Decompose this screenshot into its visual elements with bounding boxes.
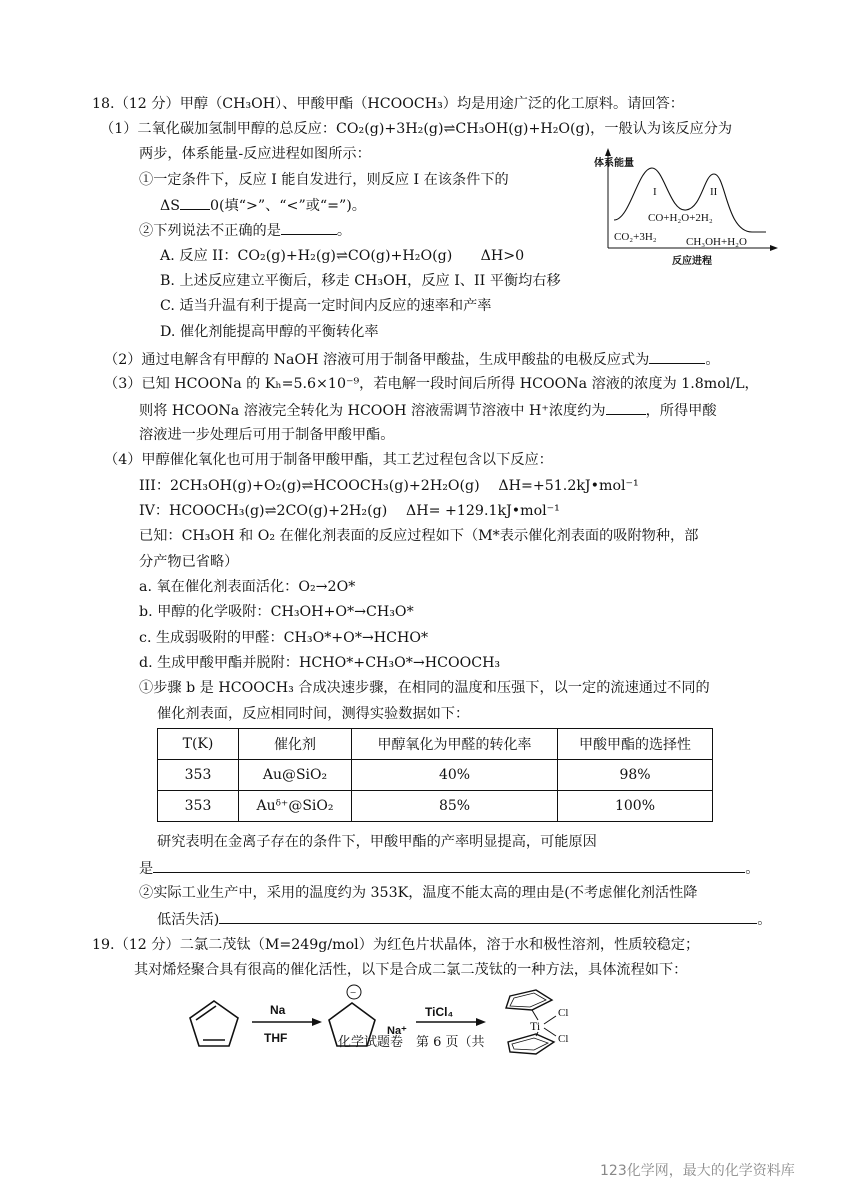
table-header-row <box>158 729 713 760</box>
sub4-2-line1: ②实际工业生产中，采用的温度约为 353K，温度不能太高的理由是(不考虑催化剂活性降 <box>139 885 698 901</box>
research-line2 <box>139 858 759 879</box>
known-line1: 已知：CH₃OH 和 O₂ 在催化剂表面的反应过程如下（M*表示催化剂表面的吸附物种，部 <box>139 528 699 544</box>
q18-sub2 <box>139 220 351 241</box>
diagram-ylabel: 体系能量 <box>594 158 634 169</box>
table-header: 甲酸甲酯的选择性 <box>558 729 713 760</box>
reagent-na: Na <box>270 1003 286 1017</box>
table-cell: 353 <box>158 791 239 822</box>
sub4-2-prefix: 低活失活) <box>157 912 220 928</box>
research-line1: 研究表明在金离子存在的条件下，甲酸甲酯的产率明显提高，可能原因 <box>157 834 597 850</box>
cl-atom: Cl <box>558 1033 569 1045</box>
option-d: D. 催化剂能提高甲醇的平衡转化率 <box>160 324 379 340</box>
sub2-text: ②下列说法不正确的是 <box>139 223 281 239</box>
part2-end: 。 <box>705 352 720 368</box>
q18-sub1-line2 <box>160 195 366 216</box>
table-cell: Auᵟ⁺@SiO₂ <box>239 791 352 822</box>
part2-text: （2）通过电解含有甲醇的 NaOH 溶液可用于制备甲酸盐，生成甲酸盐的电极反应式为 <box>104 352 650 368</box>
fill-hint: 0(填“>”、“<”或“=”)。 <box>209 198 366 214</box>
sub4-2-end: 。 <box>757 912 772 928</box>
final-label: CH₃OH+H₂O <box>686 236 747 248</box>
q18-part3-line3: 溶液进一步处理后可用于制备甲酸甲酯。 <box>139 427 395 443</box>
research-prefix: 是 <box>139 861 154 877</box>
na-cation: Na⁺ <box>387 1025 407 1037</box>
option-b: B. 上述反应建立平衡后，移走 CH₃OH，反应 I、II 平衡均右移 <box>160 273 561 289</box>
answer-blank <box>219 909 757 924</box>
energy-diagram <box>590 148 780 266</box>
sub4-2-line2 <box>157 909 772 930</box>
reaction-iv: IV：HCOOCH₃(g)⇌2CO(g)+2H₂(g) ΔH= +129.1kJ•mol⁻¹ <box>139 503 560 519</box>
mid-label: CO+H₂O+2H₂ <box>648 212 713 224</box>
peak1-label: I <box>653 186 657 198</box>
known-line2: 分产物已省略） <box>139 554 239 570</box>
q18-part1-line2: 两步，体系能量-反应进程如图所示： <box>139 146 371 162</box>
table-header: 催化剂 <box>239 729 352 760</box>
q19-line2: 其对烯烃聚合具有很高的催化活性，以下是合成二氯二茂钛的一种方法，具体流程如下： <box>134 962 688 978</box>
table-cell: Au@SiO₂ <box>239 760 352 791</box>
option-c: C. 适当升温有利于提高一定时间内反应的速率和产率 <box>160 298 492 314</box>
minus-charge: − <box>350 987 357 999</box>
catalyst-table <box>157 728 713 822</box>
q18-part3-line1: （3）已知 HCOONa 的 Kₕ=5.6×10⁻⁹，若电解一段时间后所得 HCOONa 溶液的浓度为 1.8mol/L， <box>104 376 759 392</box>
answer-blank <box>180 195 210 210</box>
sub4-1-line1: ①步骤 b 是 HCOOCH₃ 合成决速步骤，在相同的温度和压强下，以一定的流速通过不同的 <box>139 680 710 696</box>
table-cell: 98% <box>558 760 713 791</box>
reagent-ticl4: TiCl₄ <box>425 1005 454 1019</box>
ti-atom: Ti <box>530 1019 541 1033</box>
solvent-thf: THF <box>264 1031 288 1045</box>
delta-s: ΔS <box>160 198 180 214</box>
sub4-1-line2: 催化剂表面，反应相同时间，测得实验数据如下： <box>157 706 470 722</box>
reaction-iii: III：2CH₃OH(g)+O₂(g)⇌HCOOCH₃(g)+2H₂O(g) ΔH=+51.2kJ•mol⁻¹ <box>139 478 639 494</box>
part3-text: 则将 HCOONa 溶液完全转化为 HCOOH 溶液需调节溶液中 H⁺浓度约为 <box>139 403 606 419</box>
step-d: d. 生成甲酸甲酯并脱附：HCHO*+CH₃O*→HCOOCH₃ <box>139 655 501 671</box>
q18-title: 18.（12 分）甲醇（CH₃OH）、甲酸甲酯（HCOOCH₃）均是用途广泛的化工原料。请回答： <box>92 96 684 112</box>
table-header: T(K) <box>158 729 239 760</box>
watermark: 123化学网，最大的化学资料库 <box>600 1163 795 1179</box>
q18-part1-line1: （1）二氧化碳加氢制甲醇的总反应：CO₂(g)+3H₂(g)⇌CH₃OH(g)+H₂O(g)，一般认为该反应分为 <box>100 121 733 137</box>
research-end: 。 <box>745 861 760 877</box>
page-footer: 化学试题卷 第 6 页（共 <box>338 1035 485 1050</box>
answer-blank <box>281 220 337 235</box>
diagram-xlabel: 反应进程 <box>672 256 712 266</box>
table-cell: 85% <box>352 791 558 822</box>
peak2-label: II <box>710 186 718 198</box>
table-row <box>158 791 713 822</box>
table-cell: 40% <box>352 760 558 791</box>
q19-line1: 19.（12 分）二氯二茂钛（M=249g/mol）为红色片状晶体，溶于水和极性溶剂，性质较稳定； <box>92 937 700 953</box>
step-b: b. 甲醇的化学吸附：CH₃OH+O*→CH₃O* <box>139 604 414 620</box>
start-label: CO₂+3H₂ <box>614 231 657 243</box>
answer-blank <box>153 858 745 873</box>
table-cell: 353 <box>158 760 239 791</box>
q18-sub1-line1: ①一定条件下，反应 I 能自发进行，则反应 I 在该条件下的 <box>139 172 509 188</box>
answer-blank <box>649 349 705 364</box>
part3-end: ，所得甲酸 <box>645 403 717 419</box>
q18-part3-line2 <box>139 400 717 421</box>
titanocene-structure <box>506 990 568 1054</box>
option-a: A. 反应 II：CO₂(g)+H₂(g)⇌CO(g)+H₂O(g) ΔH>0 <box>160 248 525 264</box>
sub2-end: 。 <box>336 223 352 239</box>
table-row <box>158 760 713 791</box>
table-cell: 100% <box>558 791 713 822</box>
answer-blank <box>606 400 646 415</box>
table-header: 甲醇氧化为甲醛的转化率 <box>352 729 558 760</box>
q18-part2 <box>104 349 720 370</box>
step-a: a. 氧在催化剂表面活化：O₂→2O* <box>139 579 356 595</box>
q18-part4: （4）甲醇催化氧化也可用于制备甲酸甲酯，其工艺过程包含以下反应： <box>104 452 553 468</box>
step-c: c. 生成弱吸附的甲醛：CH₃O*+O*→HCHO* <box>139 630 429 646</box>
cl-atom: Cl <box>558 1007 569 1019</box>
